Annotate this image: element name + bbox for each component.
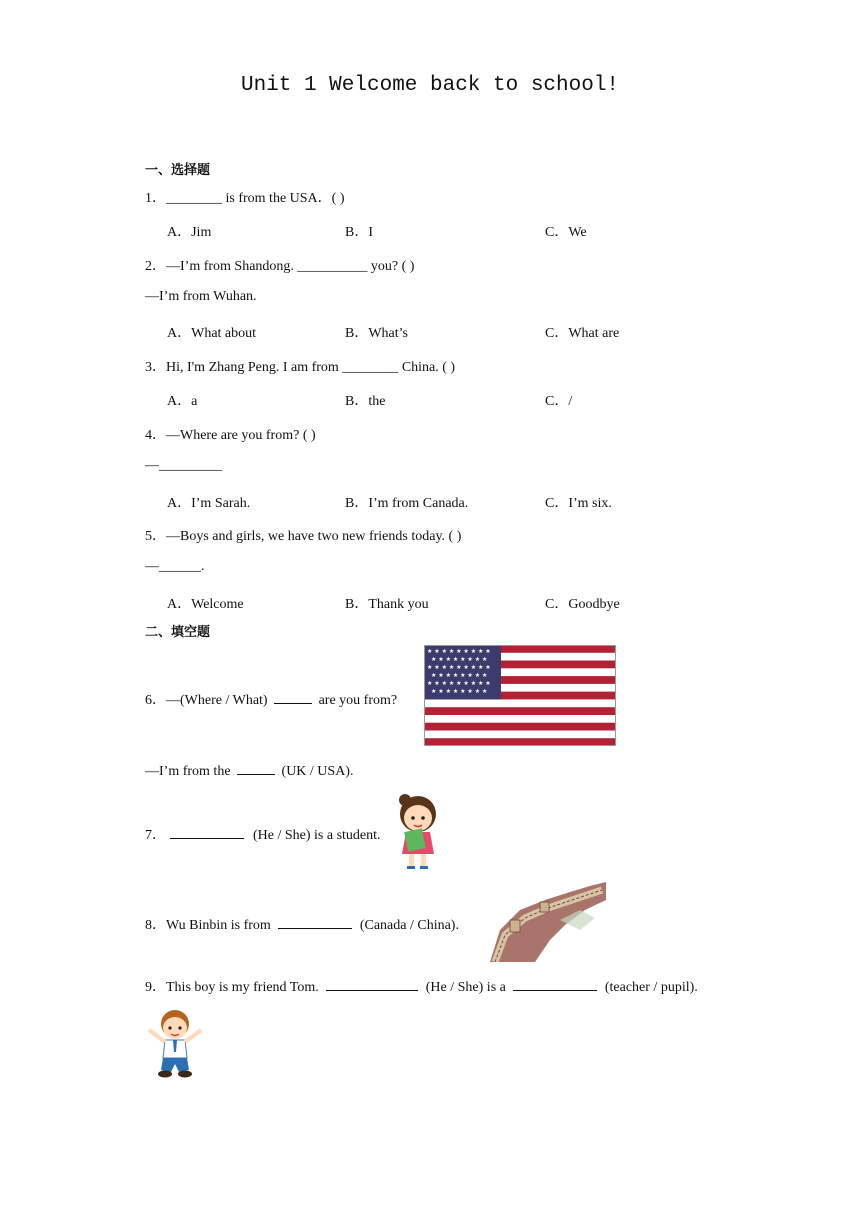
q7-prefix: 7． bbox=[145, 828, 166, 843]
question-3-stem: 3．Hi, I'm Zhang Peng. I am from ________ China. ( ) bbox=[145, 360, 456, 375]
q9-blank-2[interactable] bbox=[513, 978, 597, 991]
svg-text:★ ★ ★ ★ ★ ★ ★ ★: ★ ★ ★ ★ ★ ★ ★ ★ bbox=[431, 672, 488, 679]
girl-student-icon bbox=[392, 790, 444, 870]
svg-text:★ ★ ★ ★ ★ ★ ★ ★ ★: ★ ★ ★ ★ ★ ★ ★ ★ ★ bbox=[427, 664, 491, 671]
q2-option-c: C．What are bbox=[545, 326, 620, 341]
q3-option-a: A．a bbox=[167, 394, 198, 409]
q2-option-a: A．What about bbox=[167, 326, 257, 341]
q9-middle: (He / She) is a bbox=[425, 980, 506, 995]
q8-blank[interactable] bbox=[278, 916, 352, 929]
q1-option-a: A．Jim bbox=[167, 225, 212, 240]
q4-option-c: C．I’m six. bbox=[545, 496, 612, 511]
q3-option-c: C．/ bbox=[545, 394, 573, 409]
section-heading-fill: 二、填空题 bbox=[145, 625, 211, 640]
q9-suffix: (teacher / pupil). bbox=[604, 980, 698, 995]
q6-prefix: 6．—(Where / What) bbox=[145, 693, 268, 708]
great-wall-icon bbox=[490, 880, 606, 962]
q5-option-a: A．Welcome bbox=[167, 597, 244, 612]
q8-suffix: (Canada / China). bbox=[359, 918, 459, 933]
question-7-line bbox=[145, 824, 381, 844]
q7-suffix: (He / She) is a student. bbox=[253, 828, 381, 843]
svg-text:★ ★ ★ ★ ★ ★ ★ ★: ★ ★ ★ ★ ★ ★ ★ ★ bbox=[431, 656, 488, 663]
question-2-reply: —I’m from Wuhan. bbox=[145, 289, 257, 304]
boy-pupil-icon bbox=[143, 1008, 207, 1080]
q9-blank-1[interactable] bbox=[326, 978, 418, 991]
q6-suffix: are you from? bbox=[318, 693, 398, 708]
q2-option-b: B．What’s bbox=[345, 326, 408, 341]
question-8-line bbox=[145, 914, 459, 934]
q8-prefix: 8．Wu Binbin is from bbox=[145, 918, 271, 933]
question-6-line-2 bbox=[145, 762, 353, 780]
question-4-reply: —_________ bbox=[145, 458, 222, 473]
question-2-stem: 2．—I’m from Shandong. __________ you? ( ) bbox=[145, 259, 415, 274]
question-1-stem: 1．________ is from the USA．( ) bbox=[145, 191, 345, 206]
q6-blank-2[interactable] bbox=[237, 762, 275, 775]
question-5-reply: —______. bbox=[145, 559, 205, 574]
svg-text:★ ★ ★ ★ ★ ★ ★ ★: ★ ★ ★ ★ ★ ★ ★ ★ bbox=[431, 688, 488, 695]
q4-option-b: B．I’m from Canada. bbox=[345, 496, 469, 511]
question-9-line bbox=[145, 976, 698, 996]
svg-text:★ ★ ★ ★ ★ ★ ★ ★ ★: ★ ★ ★ ★ ★ ★ ★ ★ ★ bbox=[427, 648, 491, 655]
q5-option-b: B．Thank you bbox=[345, 597, 429, 612]
q6-line2-prefix: —I’m from the bbox=[145, 764, 231, 779]
q7-blank[interactable] bbox=[170, 826, 244, 839]
q6-blank-1[interactable] bbox=[274, 691, 312, 704]
q1-option-b: B．I bbox=[345, 225, 373, 240]
question-5-stem: 5．—Boys and girls, we have two new friends today. ( ) bbox=[145, 529, 462, 544]
q5-option-c: C．Goodbye bbox=[545, 597, 620, 612]
svg-text:★ ★ ★ ★ ★ ★ ★ ★ ★: ★ ★ ★ ★ ★ ★ ★ ★ ★ bbox=[427, 680, 491, 687]
usa-flag-icon bbox=[424, 645, 616, 746]
page-title: Unit 1 Welcome back to school! bbox=[240, 74, 620, 97]
section-heading-choice: 一、选择题 bbox=[145, 163, 211, 178]
q6-line2-suffix: (UK / USA). bbox=[281, 764, 354, 779]
q4-option-a: A．I’m Sarah. bbox=[167, 496, 251, 511]
question-4-stem: 4．—Where are you from? ( ) bbox=[145, 428, 316, 443]
question-6-line bbox=[145, 689, 397, 709]
q9-prefix: 9．This boy is my friend Tom. bbox=[145, 980, 319, 995]
q3-option-b: B．the bbox=[345, 394, 386, 409]
q1-option-c: C．We bbox=[545, 225, 587, 240]
